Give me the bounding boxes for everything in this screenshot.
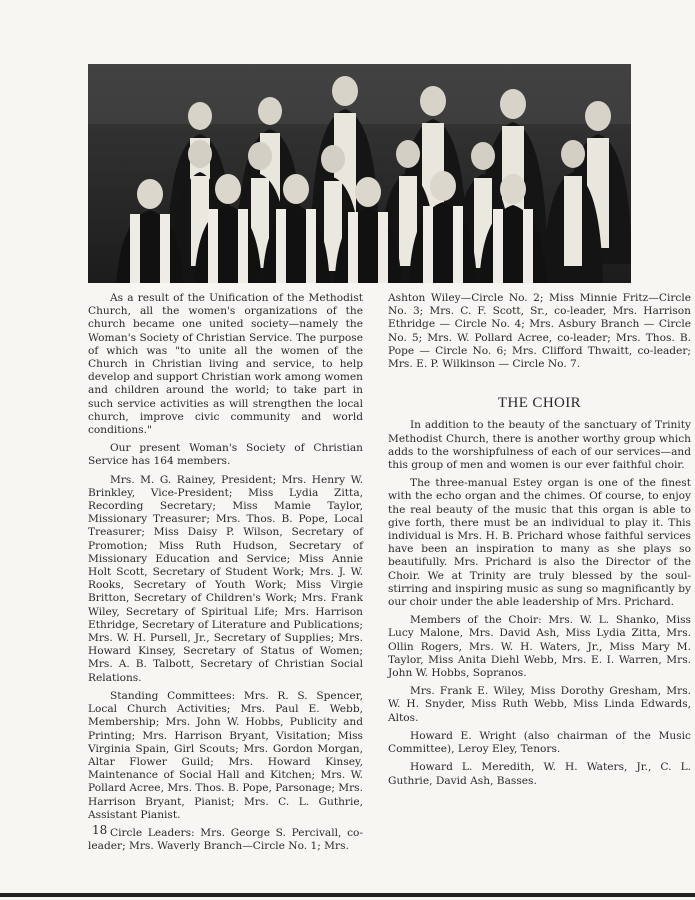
paragraph-membership: Our present Woman's Society of Christian Service has 164 members. [88,442,363,468]
paragraph-circle-leaders-continued: Ashton Wiley—Circle No. 2; Miss Minnie Fritz—Circle No. 3; Mrs. C. F. Scott, Sr., co-leader, Mrs. Harrison Ethridge — Circle No. 4; Mrs. Asbury Branch — Circle No. 5; Mrs. W. Pollard Acree, co-leader; Mrs. Thos. B. Pope — Circle No. 6; Mrs. Clifford Thwaitt, co-leader; Mrs. E. P. Wilkinson — Circle No. 7. [388,292,691,371]
paragraph-sopranos: Members of the Choir: Mrs. W. L. Shanko, Miss Lucy Malone, Mrs. David Ash, Miss Lydia Zitta, Mrs. Ollin Rogers, Mrs. W. H. Waters, Jr., Miss Mary M. Taylor, Miss Anita Diehl Webb, Mrs. E. I. Warren, Mrs. John W. Hobbs, Sopranos. [388,614,691,680]
paragraph-choir-intro: In addition to the beauty of the sanctuary of Trinity Methodist Church, there is another worthy group which adds to the worshipfulness of each of our services—and this group of men and women is our ever faithful choir. [388,419,691,472]
left-column [88,292,363,858]
paragraph-basses: Howard L. Meredith, W. H. Waters, Jr., C. L. Guthrie, David Ash, Basses. [388,761,691,787]
section-heading-choir: THE CHOIR [497,395,582,412]
paragraph-officers: Mrs. M. G. Rainey, President; Mrs. Henry W. Brinkley, Vice-President; Miss Lydia Zitta, Recording Secretary; Miss Mamie Taylor, Missionary Treasurer; Mrs. Thos. B. Pope, Local Treasurer; Miss Daisy P. Wilson, Secretary of Promotion; Miss Ruth Hudson, Secretary of Missionary Education and Service; Miss Annie Holt Scott, Secretary of Student Work; Mrs. J. W. Rooks, Secretary of Youth Work; Miss Virgie Britton, Secretary of Children's Work; Mrs. Frank Wiley, Secretary of Spiritual Life; Mrs. Harrison Ethridge, Secretary of Literature and Publications; Mrs. W. H. Pursell, Jr., Secretary of Supplies; Mrs. Howard Kinsey, Secretary of Status of Women; Mrs. A. B. Talbott, Secretary of Christian Social Relations. [88,473,363,684]
paragraph-circle-leaders: Circle Leaders: Mrs. George S. Percivall, co-leader; Mrs. Waverly Branch—Circle No. 1; Mrs. [88,826,363,853]
choir-group-photo [88,64,631,283]
paragraph-standing-committees: Standing Committees: Mrs. R. S. Spencer, Local Church Activities; Mrs. Paul E. Webb, Membership; Mrs. John W. Hobbs, Publicity and Printing; Mrs. Harrison Bryant, Visitation; Miss Virginia Spain, Girl Scouts; Mrs. Gordon Morgan, Altar Flower Guild; Mrs. Howard Kinsey, Maintenance of Social Hall and Kitchen; Mrs. W. Pollard Acree, Mrs. Thos. B. Pope, Parsonage; Mrs. Harrison Bryant, Pianist; Mrs. C. L. Guthrie, Assistant Pianist. [88,689,363,821]
paragraph-organ: The three-manual Estey organ is one of the finest with the echo organ and the chimes. Of course, to enjoy the real beauty of the music that this organ is able to give forth, there must be an individual to play it. This individual is Mrs. H. B. Prichard whose faithful services have been an inspiration to many as she plays so beautifully. Mrs. Prichard is also the Director of the Choir. We at Trinity are truly blessed by the soul-stirring and inspiring music as sung so magnificantly by our choir under the able leadership of Mrs. Prichard. [388,477,691,609]
right-column [388,292,691,793]
page-number: 18 [92,823,108,837]
paragraph-altos: Mrs. Frank E. Wiley, Miss Dorothy Gresham, Mrs. W. H. Snyder, Miss Ruth Webb, Miss Linda Edwards, Altos. [388,685,691,724]
paragraph-unification: As a result of the Unification of the Methodist Church, all the women's organizations of the church became one united society—namely the Woman's Society of Christian Service. The purpose of which was "to unite all the women of the Church in Christian living and service, to help develop and support Christian work among women and children around the world; to take part in such service activities as will strengthen the local church, improve civic community and world conditions." [88,292,363,437]
bottom-edge-rule [0,893,695,897]
paragraph-tenors: Howard E. Wright (also chairman of the Music Committee), Leroy Eley, Tenors. [388,729,691,756]
